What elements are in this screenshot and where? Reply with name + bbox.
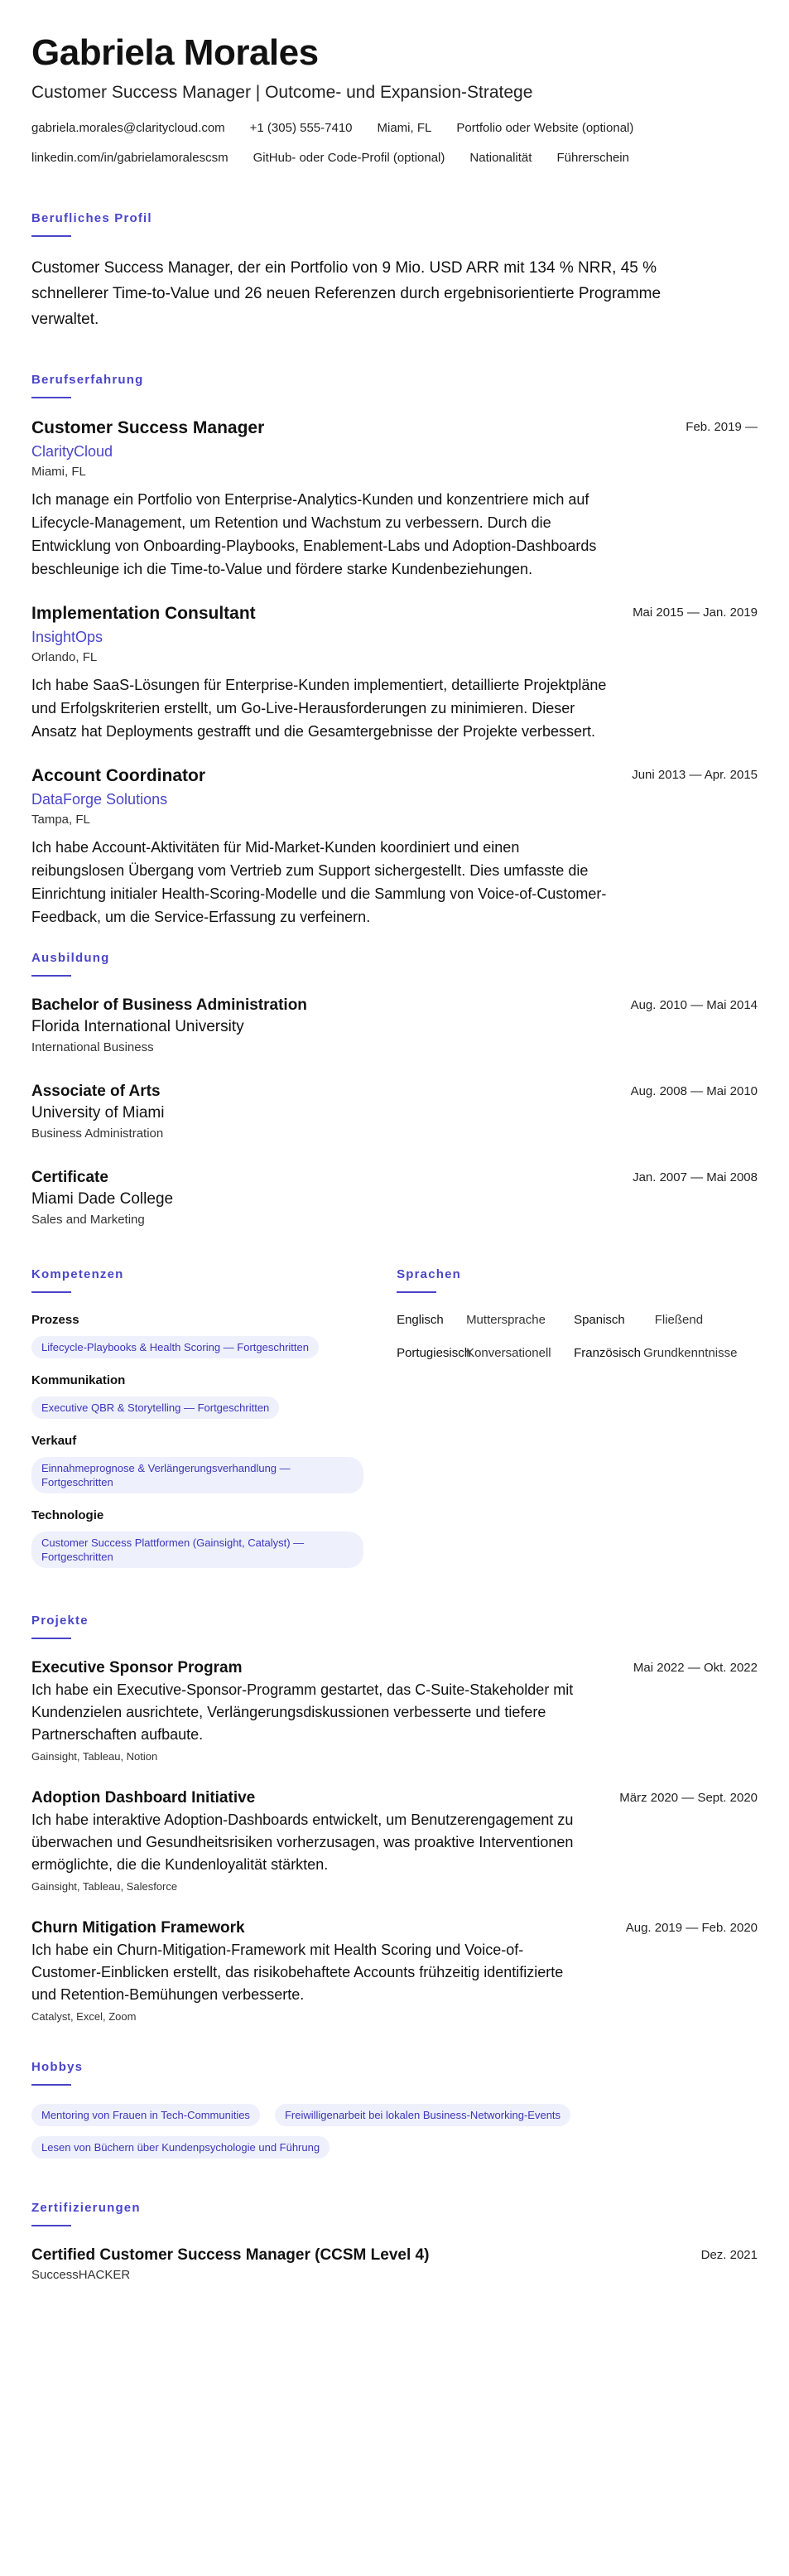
section-languages <box>397 1266 758 1581</box>
skill-category: Verkauf <box>31 1434 77 1448</box>
section-title: Ausbildung <box>31 951 110 965</box>
section-title: Zertifizierungen <box>31 2201 141 2215</box>
section-projects <box>31 1613 758 2026</box>
section-certifications <box>31 2200 758 2284</box>
section-divider <box>31 1638 71 1639</box>
section-hobbies <box>31 2059 758 2168</box>
contact-nationality: Nationalität <box>469 151 532 165</box>
skill-category: Kommunikation <box>31 1373 126 1387</box>
skill-tag: Lifecycle-Playbooks & Health Scoring — Fortgeschritten <box>31 1336 319 1358</box>
section-profile <box>31 210 758 332</box>
contact-github[interactable]: GitHub- oder Code-Profil (optional) <box>253 151 445 165</box>
education-entry <box>31 1167 758 1230</box>
language-level: Konversationell <box>466 1346 551 1360</box>
school-name: Florida International University <box>31 1018 244 1035</box>
project-title: Executive Sponsor Program <box>31 1659 243 1676</box>
job-description: Ich habe Account-Aktivitäten für Mid-Market-Kunden koordiniert und einen reibungslosen Übergang vom Vertrieb zum Support sichergestellt. Dies umfasste die Einrichtung initialer Health-Scoring-Modelle und die Sammlung von Voice-of-Customer-Feedback, um die Service-Erfassung zu verfeinern. <box>31 839 607 925</box>
project-entry <box>31 1787 758 1896</box>
section-divider <box>31 975 71 977</box>
project-dates: Aug. 2019 — Feb. 2020 <box>625 1921 758 1935</box>
section-divider <box>31 2225 71 2226</box>
language-row <box>397 1344 758 1363</box>
company-name: ClarityCloud <box>31 443 113 460</box>
skill-group <box>31 1372 363 1419</box>
skills-languages-row <box>31 1266 758 1581</box>
section-title: Sprachen <box>397 1267 462 1281</box>
profile-summary: Customer Success Manager, der ein Portfolio von 9 Mio. USD ARR mit 134 % NRR, 45 % schnellerer Time-to-Value und 26 neuen Referenzen durch ergebnisorientierte Programme verwaltet. <box>31 259 662 328</box>
job-description: Ich manage ein Portfolio von Enterprise-Analytics-Kunden und konzentriere mich auf Lifecycle-Management, um Retention und Wachstum zu verbessern. Durch die Entwicklung von Onboarding-Playbooks, Enablement-Labs und Adoption-Dashboards beschleunige ich die Time-to-Value und fördere starke Kundenbeziehungen. <box>31 491 597 577</box>
contact-phone[interactable]: +1 (305) 555-7410 <box>249 121 353 135</box>
skill-tag: Customer Success Plattformen (Gainsight, Catalyst) — Fortgeschritten <box>31 1532 363 1568</box>
degree-title: Certificate <box>31 1169 108 1186</box>
job-title: Account Coordinator <box>31 766 205 785</box>
school-name: Miami Dade College <box>31 1190 174 1208</box>
certification-date: Dez. 2021 <box>700 2248 758 2262</box>
project-description: Ich habe ein Churn-Mitigation-Framework mit Health Scoring und Voice-of-Customer-Einblicken erstellt, das risikobehaftete Accounts frühzeitig identifizierte und Retention-Bemühungen verbesserte. <box>31 1942 564 2003</box>
job-location: Tampa, FL <box>31 813 90 827</box>
project-dates: Mai 2022 — Okt. 2022 <box>633 1661 758 1675</box>
contact-license: Führerschein <box>556 151 629 165</box>
job-title: Customer Success Manager <box>31 418 265 437</box>
hobby-tag: Lesen von Büchern über Kundenpsychologie und Führung <box>31 2136 330 2159</box>
section-divider <box>397 1291 436 1293</box>
project-title: Adoption Dashboard Initiative <box>31 1789 256 1807</box>
degree-title: Bachelor of Business Administration <box>31 996 307 1014</box>
certification-entry <box>31 2245 758 2284</box>
section-title: Berufserfahrung <box>31 373 144 387</box>
section-divider <box>31 2084 71 2086</box>
contact-linkedin[interactable]: linkedin.com/in/gabrielamoralescsm <box>31 151 229 165</box>
section-title: Kompetenzen <box>31 1267 124 1281</box>
school-name: University of Miami <box>31 1104 165 1122</box>
project-tech: Gainsight, Tableau, Salesforce <box>31 1880 178 1893</box>
language-level: Grundkenntnisse <box>643 1346 738 1360</box>
section-divider <box>31 1291 71 1293</box>
contact-list <box>31 116 743 171</box>
language-level: Muttersprache <box>466 1313 546 1327</box>
education-entry <box>31 995 758 1058</box>
skill-tag: Einnahmeprognose & Verlängerungsverhandlung — Fortgeschritten <box>31 1457 363 1493</box>
candidate-headline: Customer Success Manager | Outcome- und Expansion-Stratege <box>31 83 533 102</box>
language-name: Französisch <box>574 1346 641 1360</box>
education-dates: Aug. 2010 — Mai 2014 <box>630 998 758 1012</box>
field-of-study: Sales and Marketing <box>31 1213 145 1227</box>
section-experience <box>31 372 758 929</box>
language-name: Spanisch <box>574 1313 625 1327</box>
project-tech: Gainsight, Tableau, Notion <box>31 1750 158 1763</box>
hobby-list <box>31 2104 743 2168</box>
section-title: Berufliches Profil <box>31 211 152 225</box>
education-entry <box>31 1081 758 1144</box>
skill-group <box>31 1507 363 1568</box>
section-divider <box>31 397 71 398</box>
section-divider <box>31 235 71 237</box>
language-row <box>397 1311 758 1329</box>
contact-email[interactable]: gabriela.morales@claritycloud.com <box>31 121 225 135</box>
company-name: InsightOps <box>31 629 103 645</box>
field-of-study: Business Administration <box>31 1126 164 1141</box>
job-location: Miami, FL <box>31 465 86 479</box>
experience-entry <box>31 417 758 581</box>
company-name: DataForge Solutions <box>31 791 168 808</box>
job-dates: Feb. 2019 — <box>686 420 758 434</box>
skill-category: Technologie <box>31 1508 104 1522</box>
project-title: Churn Mitigation Framework <box>31 1919 245 1937</box>
skill-group <box>31 1432 363 1493</box>
field-of-study: International Business <box>31 1040 154 1054</box>
project-dates: März 2020 — Sept. 2020 <box>619 1791 758 1805</box>
contact-portfolio[interactable]: Portfolio oder Website (optional) <box>456 121 634 135</box>
section-title: Projekte <box>31 1614 89 1628</box>
language-name: Portugiesisch <box>397 1346 472 1360</box>
section-education <box>31 950 758 1230</box>
certification-issuer: SuccessHACKER <box>31 2268 131 2282</box>
certification-title: Certified Customer Success Manager (CCSM Level 4) <box>31 2246 430 2264</box>
job-description: Ich habe SaaS-Lösungen für Enterprise-Kunden implementiert, detaillierte Projektpläne und Erfolgskriterien erstellt, um Go-Live-Herausforderungen zu minimieren. Dieser Ansatz hat Deployments gestrafft und die Gesamtergebnisse der Projekte verbessert. <box>31 677 607 740</box>
experience-entry <box>31 602 758 743</box>
education-dates: Aug. 2008 — Mai 2010 <box>630 1084 758 1098</box>
job-location: Orlando, FL <box>31 650 98 664</box>
language-level: Fließend <box>654 1313 704 1327</box>
job-dates: Mai 2015 — Jan. 2019 <box>633 605 758 620</box>
hobby-tag: Freiwilligenarbeit bei lokalen Business-Networking-Events <box>275 2104 570 2126</box>
experience-entry <box>31 765 758 929</box>
section-skills <box>31 1266 363 1581</box>
contact-location: Miami, FL <box>377 121 432 135</box>
skill-tag: Executive QBR & Storytelling — Fortgeschritten <box>31 1397 279 1419</box>
resume-header <box>31 31 758 171</box>
section-title: Hobbys <box>31 2060 84 2074</box>
project-entry <box>31 1657 758 1766</box>
degree-title: Associate of Arts <box>31 1083 161 1100</box>
skill-group <box>31 1311 363 1358</box>
project-description: Ich habe interaktive Adoption-Dashboards entwickelt, um Benutzerengagement zu überwachen und Gesundheitsrisiken vorherzusagen, was proaktive Interventionen ermöglichte, die die Kundenloyalität stärkten. <box>31 1811 574 1873</box>
job-dates: Juni 2013 — Apr. 2015 <box>632 768 758 782</box>
project-description: Ich habe ein Executive-Sponsor-Programm gestartet, das C-Suite-Stakeholder mit Kundenzielen ausrichtete, Verlängerungsdiskussionen verbesserte und tiefere Partnerschaften aufbaute. <box>31 1681 574 1743</box>
language-name: Englisch <box>397 1313 444 1327</box>
project-tech: Catalyst, Excel, Zoom <box>31 2010 137 2023</box>
skill-category: Prozess <box>31 1313 79 1327</box>
candidate-name: Gabriela Morales <box>31 32 319 73</box>
hobby-tag: Mentoring von Frauen in Tech-Communities <box>31 2104 260 2126</box>
project-entry <box>31 1918 758 2026</box>
education-dates: Jan. 2007 — Mai 2008 <box>633 1170 758 1184</box>
job-title: Implementation Consultant <box>31 604 256 623</box>
